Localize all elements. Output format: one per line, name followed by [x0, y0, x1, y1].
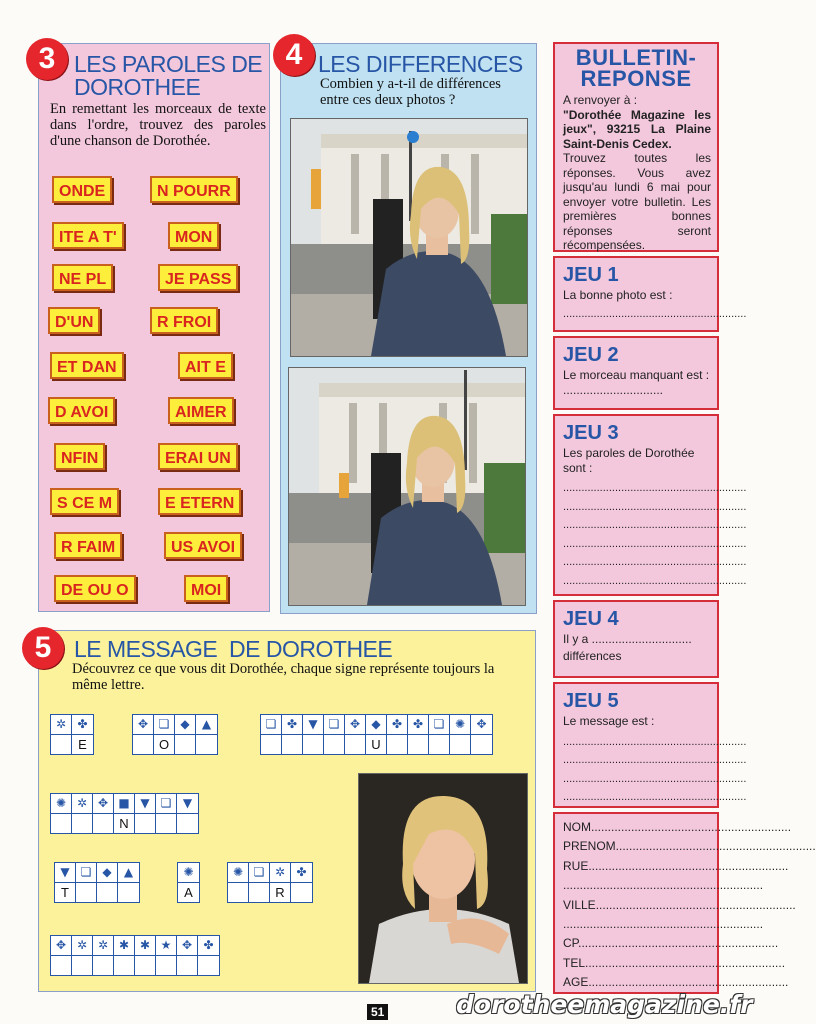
answer-jeu4-box [553, 600, 719, 678]
cipher-cell [135, 794, 156, 833]
answer-jeu2-box [553, 336, 719, 410]
jeu5-title: LE MESSAGE DE DOROTHEE [74, 636, 393, 662]
cipher-cell [408, 715, 429, 754]
cipher-letter-box[interactable] [72, 814, 92, 833]
bulletin-header-box [553, 42, 719, 252]
cipher-letter-box[interactable] [118, 883, 139, 902]
lyric-fragment[interactable]: R FAIM [54, 532, 122, 559]
cipher-symbol: ✤ [282, 715, 302, 735]
cipher-cell [93, 794, 114, 833]
cipher-symbol: ■ [114, 794, 134, 814]
cipher-word [54, 862, 140, 903]
answer-jeu1-field[interactable]: ............................................................ [563, 307, 747, 320]
cipher-symbol: ✥ [345, 715, 365, 735]
jeu4-intro: Combien y a-t-il de différences entre ces deux photos ? [320, 76, 501, 108]
contact-field-label: CP [563, 936, 579, 951]
cipher-letter-box[interactable] [93, 956, 113, 975]
cipher-cell [114, 794, 135, 833]
cipher-symbol: ✱ [135, 936, 155, 956]
cipher-cell [261, 715, 282, 754]
site-watermark: dorotheemagazine.fr [456, 990, 753, 1019]
cipher-letter-box[interactable] [156, 956, 176, 975]
cipher-symbol: ❏ [76, 863, 96, 883]
cipher-letter-box[interactable] [291, 883, 312, 902]
bulletin-title: BULLETIN- REPONSE [575, 45, 697, 91]
answer-jeu5-box [553, 682, 747, 808]
cipher-cell [175, 715, 196, 754]
cipher-symbol: ▼ [135, 794, 155, 814]
cipher-symbol: ❏ [154, 715, 174, 735]
contact-fields [555, 818, 816, 993]
dorothee-portrait-photo [358, 773, 528, 984]
cipher-symbol: ★ [156, 936, 176, 956]
contact-field-label: PRENOM [563, 839, 616, 854]
lyric-fragment[interactable]: AIT E [178, 352, 233, 379]
cipher-letter-box[interactable] [303, 735, 323, 754]
cipher-symbol: ✲ [93, 936, 113, 956]
cipher-cell [135, 936, 156, 975]
cipher-letter-box[interactable] [51, 814, 71, 833]
cipher-letter-box[interactable]: R [275, 885, 285, 900]
cipher-letter-box[interactable] [51, 956, 71, 975]
answer-jeu2-title: JEU 2 [563, 344, 619, 366]
lyric-fragment[interactable]: JE PASS [158, 264, 238, 291]
cipher-symbol: ✲ [270, 863, 290, 883]
contact-field-label: RUE [563, 858, 589, 873]
cipher-cell [72, 794, 93, 833]
contact-field-dots[interactable]: ............................................................ [615, 839, 816, 854]
cipher-letter-box[interactable] [282, 735, 302, 754]
jeu3-title: LES PAROLES DE DOROTHEE [74, 51, 263, 100]
answer-jeu4-field[interactable]: Il y a .............................. [563, 632, 692, 646]
cipher-cell [387, 715, 408, 754]
cipher-cell [177, 794, 198, 833]
cipher-cell [51, 936, 72, 975]
cipher-cell [471, 715, 492, 754]
cipher-symbol: ✤ [291, 863, 312, 883]
contact-field-label: VILLE [563, 897, 596, 912]
cipher-symbol: ✤ [198, 936, 219, 956]
photo-bottom-illustration [289, 368, 525, 605]
cipher-letter-box[interactable] [177, 956, 197, 975]
jeu5-badge: 5 [22, 627, 64, 669]
answer-jeu5-line[interactable]: ............................................................ [563, 791, 747, 803]
bulletin-address: "Dorothée Magazine les jeux", 93215 La Plaine Saint-Denis Cedex. [563, 107, 711, 151]
cipher-letter-box[interactable] [228, 883, 248, 902]
cipher-cell [156, 936, 177, 975]
contact-field-dots[interactable]: ............................................................ [563, 878, 764, 893]
contact-field-row[interactable] [563, 954, 786, 973]
page-number: 51 [367, 1004, 388, 1020]
cipher-symbol: ✤ [387, 715, 407, 735]
cipher-cell [270, 863, 291, 902]
cipher-cell [324, 715, 345, 754]
cipher-symbol: ✥ [93, 794, 113, 814]
lyric-fragment[interactable]: E ETERN [158, 488, 241, 515]
cipher-symbol: ✲ [51, 715, 71, 735]
cipher-symbol: ▼ [303, 715, 323, 735]
cipher-cell [450, 715, 471, 754]
cipher-word [132, 714, 218, 755]
lyric-fragment[interactable]: N POURR [150, 176, 238, 203]
contact-field-row[interactable] [563, 896, 796, 915]
cipher-symbol: ✤ [72, 715, 93, 735]
lyric-fragment[interactable]: S CE M [50, 488, 119, 515]
answer-jeu3-line[interactable]: ............................................................ [563, 556, 747, 568]
jeu3-intro: En remettant les morceaux de texte dans l'ordre, trouvez des paroles d'une chanson de Dorothée. [50, 101, 266, 149]
answer-jeu3-title: JEU 3 [563, 422, 619, 444]
cipher-letter-box[interactable] [177, 814, 198, 833]
answer-jeu3-line[interactable]: ............................................................ [563, 537, 747, 550]
lyric-fragment[interactable]: D AVOI [48, 397, 115, 424]
cipher-symbol: ✥ [177, 936, 197, 956]
cipher-letter-box[interactable] [429, 735, 449, 754]
cipher-letter-box[interactable] [471, 735, 492, 754]
cipher-cell [93, 936, 114, 975]
cipher-symbol: ✥ [51, 936, 71, 956]
cipher-symbol: ❏ [249, 863, 269, 883]
answer-jeu3-line[interactable]: ............................................................ [563, 500, 747, 513]
cipher-symbol: ◆ [97, 863, 117, 883]
cipher-cell [51, 715, 72, 754]
contact-field-dots[interactable]: ............................................................ [595, 897, 796, 912]
lyric-fragment[interactable]: ONDE [52, 176, 112, 203]
cipher-cell [345, 715, 366, 754]
answer-jeu3-line[interactable]: ............................................................ [563, 519, 747, 531]
lyric-fragment[interactable]: NE PL [52, 264, 113, 291]
cipher-symbol: ❏ [429, 715, 449, 735]
cipher-word [50, 935, 220, 976]
cipher-letter-box[interactable]: N [119, 816, 129, 831]
cipher-cell [156, 794, 177, 833]
contact-field-row[interactable] [563, 876, 764, 895]
cipher-cell [303, 715, 324, 754]
cipher-word [260, 714, 493, 755]
contact-field-dots[interactable]: ............................................................ [588, 858, 789, 873]
answer-jeu3-label: Les paroles de Dorothée sont : [563, 446, 695, 475]
lyric-fragment[interactable]: DE OU O [54, 575, 136, 602]
lyric-fragment[interactable]: MOI [184, 575, 228, 602]
portrait-illustration [359, 774, 527, 983]
cipher-letter-box[interactable] [97, 883, 117, 902]
cipher-cell [154, 715, 175, 754]
cipher-word [50, 793, 199, 834]
cipher-letter-box[interactable] [261, 735, 281, 754]
cipher-symbol: ▲ [118, 863, 139, 883]
answer-jeu5-label: Le message est : [563, 714, 655, 728]
answer-jeu2-label[interactable]: Le morceau manquant est : .............................. [563, 368, 710, 397]
answer-jeu4-label: différences [563, 648, 622, 663]
cipher-letter-box[interactable] [249, 883, 269, 902]
cipher-symbol: ✺ [51, 794, 71, 814]
cipher-symbol: ✥ [471, 715, 492, 735]
lyric-fragment[interactable]: ET DAN [50, 352, 124, 379]
cipher-letter-box[interactable] [93, 814, 113, 833]
cipher-symbol: ✺ [450, 715, 470, 735]
contact-field-label: TEL [563, 955, 586, 970]
cipher-cell [282, 715, 303, 754]
answer-jeu5-line[interactable]: ............................................................ [563, 735, 747, 748]
cipher-letter-box[interactable] [345, 735, 365, 754]
contact-form-box [553, 812, 816, 994]
cipher-cell [133, 715, 154, 754]
cipher-letter-box[interactable] [72, 956, 92, 975]
cipher-cell [366, 715, 387, 754]
cipher-cell [55, 863, 76, 902]
photo-top-illustration [291, 119, 527, 356]
cipher-cell [114, 936, 135, 975]
bulletin-instructions: Trouvez toutes les réponses. Vous avez jusqu'au lundi 6 mai pour envoyer votre bulletin. Les premières bonnes réponses seront récompensées. [563, 151, 711, 252]
cipher-symbol: ▼ [55, 863, 75, 883]
cipher-symbol: ▲ [196, 715, 217, 735]
cipher-cell [429, 715, 450, 754]
cipher-letter-box[interactable] [76, 883, 96, 902]
jeu4-title: LES DIFFERENCES [318, 51, 523, 77]
cipher-cell [198, 936, 219, 975]
cipher-symbol: ▼ [177, 794, 198, 814]
cipher-symbol: ✥ [133, 715, 153, 735]
jeu4-badge: 4 [273, 34, 315, 76]
cipher-letter-box[interactable] [387, 735, 407, 754]
answer-jeu5-line[interactable]: ............................................................ [563, 772, 747, 785]
jeu5-intro: Découvrez ce que vous dit Dorothée, chaque signe représente toujours la même lettre. [72, 661, 495, 693]
answer-jeu3-box [553, 414, 747, 596]
cipher-letter-box[interactable] [133, 735, 153, 754]
cipher-word [50, 714, 94, 755]
contact-field-row[interactable] [563, 857, 789, 876]
lyric-fragment[interactable]: ITE A T' [52, 222, 124, 249]
cipher-symbol: ❏ [324, 715, 344, 735]
cipher-cell [196, 715, 217, 754]
cipher-cell [76, 863, 97, 902]
lyric-fragment[interactable]: AIMER [168, 397, 234, 424]
lyric-fragment[interactable]: D'UN [48, 307, 100, 334]
contact-field-dots[interactable]: ............................................................ [588, 975, 789, 990]
answer-jeu1-title: JEU 1 [563, 264, 619, 286]
cipher-letter-box[interactable]: E [78, 737, 87, 752]
cipher-cell [72, 715, 93, 754]
cipher-letter-box[interactable] [175, 735, 195, 754]
jeu3-badge: 3 [26, 38, 68, 80]
cipher-letter-box[interactable]: T [61, 885, 69, 900]
cipher-cell [178, 863, 199, 902]
contact-field-dots[interactable]: ............................................................ [578, 936, 779, 951]
cipher-letter-box[interactable] [135, 814, 155, 833]
contact-field-dots[interactable]: ............................................................ [563, 917, 764, 932]
cipher-symbol: ✲ [72, 936, 92, 956]
lyric-fragment[interactable]: US AVOI [164, 532, 242, 559]
cipher-cell [177, 936, 198, 975]
cipher-symbol: ❏ [156, 794, 176, 814]
cipher-symbol: ✱ [114, 936, 134, 956]
cipher-symbol: ❏ [261, 715, 281, 735]
cipher-symbol: ✺ [178, 863, 199, 883]
cipher-symbol: ✲ [72, 794, 92, 814]
contact-field-row[interactable] [563, 915, 764, 934]
difference-photo-top[interactable] [290, 118, 528, 357]
cipher-cell [72, 936, 93, 975]
cipher-word [177, 862, 200, 903]
contact-field-row[interactable] [563, 818, 792, 837]
cipher-letter-box[interactable] [324, 735, 344, 754]
cipher-letter-box[interactable] [135, 956, 155, 975]
cipher-letter-box[interactable] [408, 735, 428, 754]
cipher-symbol: ✺ [228, 863, 248, 883]
cipher-word [227, 862, 313, 903]
cipher-cell [291, 863, 312, 902]
lyric-fragment[interactable]: R FROI [150, 307, 218, 334]
cipher-letter-box[interactable]: U [371, 737, 381, 752]
cipher-letter-box[interactable] [198, 956, 219, 975]
cipher-symbol: ✤ [408, 715, 428, 735]
cipher-letter-box[interactable] [196, 735, 217, 754]
cipher-cell [249, 863, 270, 902]
cipher-cell [118, 863, 139, 902]
answer-jeu1-label: La bonne photo est : [563, 288, 673, 302]
cipher-cell [51, 794, 72, 833]
answer-jeu3-line[interactable]: ............................................................ [563, 482, 747, 494]
cipher-letter-box[interactable]: O [158, 737, 170, 752]
lyric-fragment[interactable]: MON [168, 222, 219, 249]
cipher-symbol: ◆ [366, 715, 386, 735]
cipher-symbol: ◆ [175, 715, 195, 735]
answer-jeu5-title: JEU 5 [563, 690, 619, 712]
bulletin-send-to: A renvoyer à : [563, 93, 638, 107]
contact-field-row[interactable] [563, 837, 816, 856]
cipher-cell [228, 863, 249, 902]
cipher-letter-box[interactable] [114, 956, 134, 975]
cipher-letter-box[interactable] [450, 735, 470, 754]
answer-jeu1-box [553, 256, 747, 332]
contact-field-row[interactable] [563, 934, 779, 953]
cipher-letter-box[interactable] [51, 735, 71, 754]
contact-field-dots[interactable]: ............................................................ [585, 955, 786, 970]
cipher-letter-box[interactable]: A [184, 885, 193, 900]
answer-jeu4-title: JEU 4 [563, 608, 619, 630]
contact-field-label: NOM [563, 820, 591, 834]
cipher-cell [97, 863, 118, 902]
difference-photo-bottom[interactable] [288, 367, 526, 606]
answer-jeu3-line[interactable]: ............................................................ [563, 574, 747, 587]
lyric-fragment[interactable]: ERAI UN [158, 443, 238, 470]
contact-field-dots[interactable]: ............................................................ [591, 820, 792, 834]
cipher-letter-box[interactable] [156, 814, 176, 833]
contact-field-label: AGE [563, 975, 589, 990]
lyric-fragment[interactable]: NFIN [54, 443, 105, 470]
answer-jeu5-line[interactable]: ............................................................ [563, 754, 747, 766]
